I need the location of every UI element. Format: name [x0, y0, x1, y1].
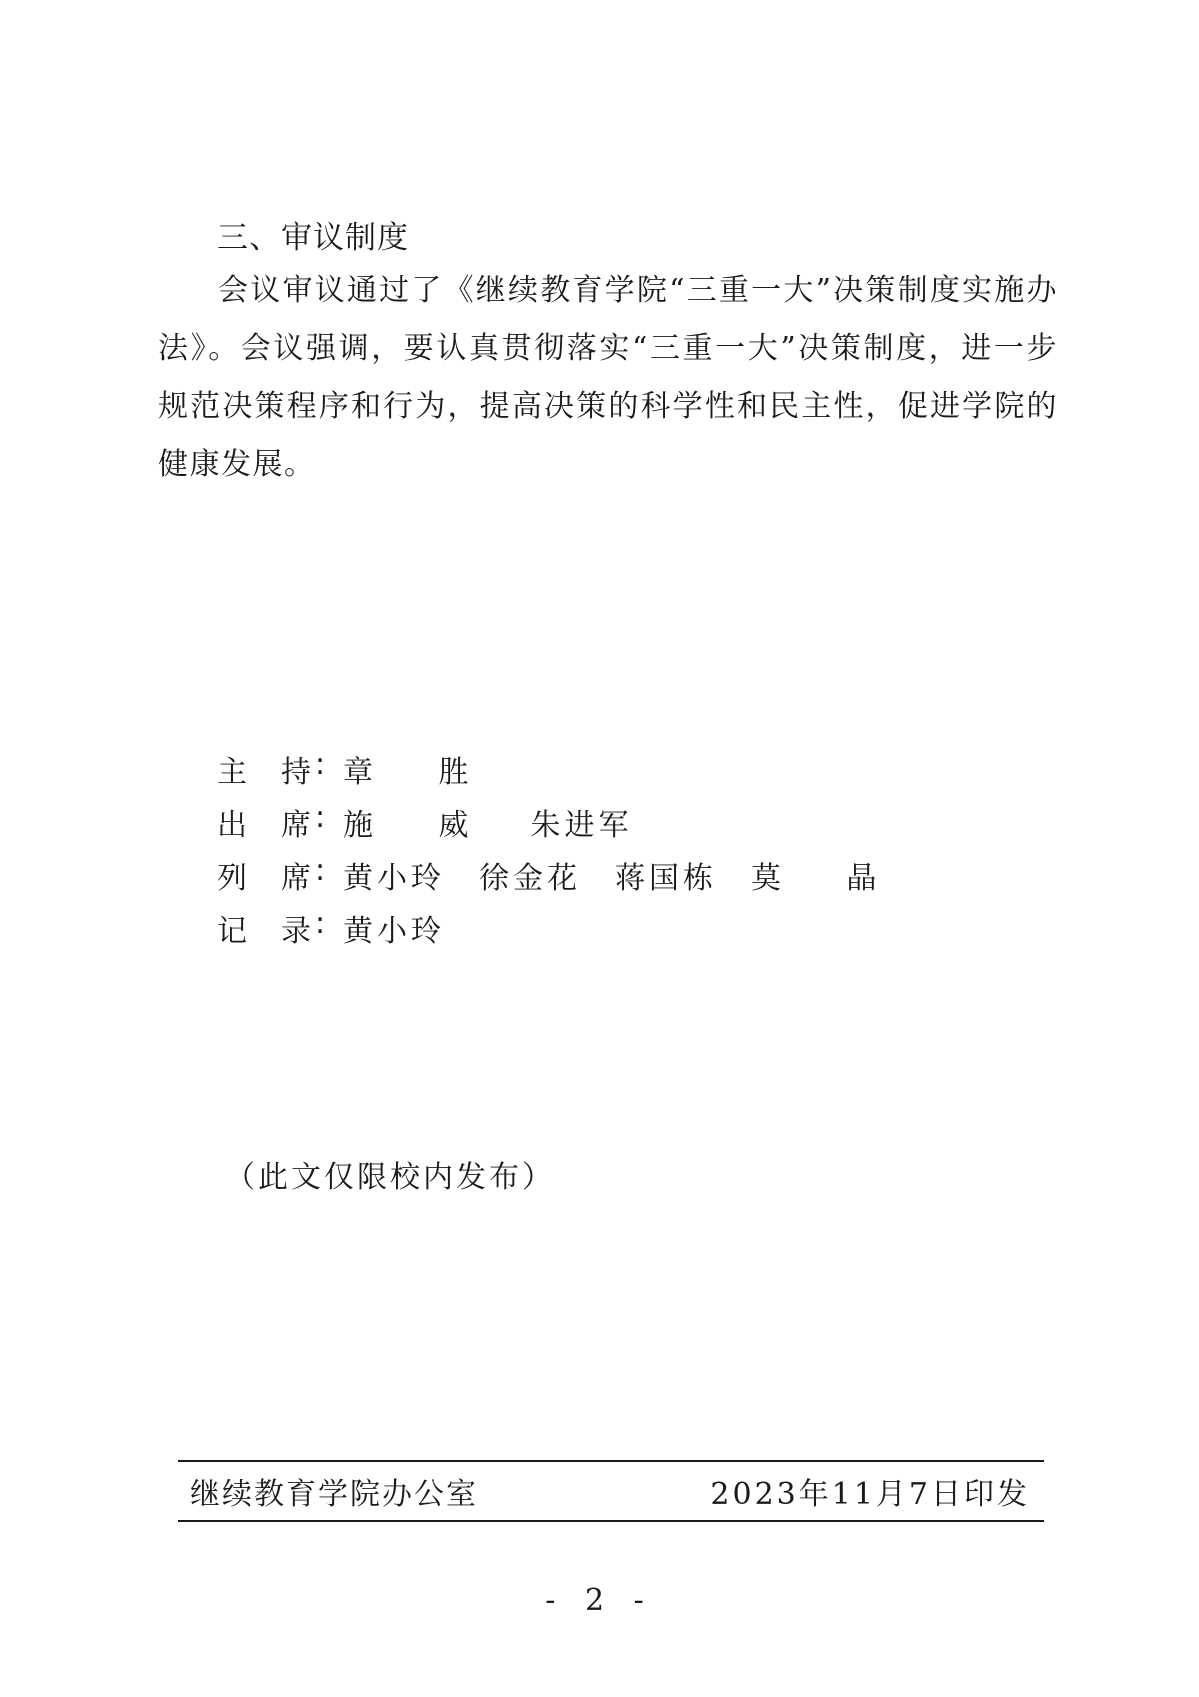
attendee-name: 施 威 — [343, 807, 497, 843]
issue-date: 2023年11月7日印发 — [710, 1477, 1030, 1512]
attendee-name: 徐金花 — [479, 860, 581, 896]
footer-bottom-rule — [178, 1520, 1044, 1522]
issuance-footer — [178, 1462, 1044, 1520]
attendee-name: 莫 晶 — [751, 860, 905, 896]
label-colon: : — [315, 746, 326, 782]
attendee-label — [217, 747, 343, 791]
attendee-row-host — [217, 742, 905, 795]
attendee-name: 蒋国栋 — [615, 860, 717, 896]
label-char: 列 — [217, 860, 247, 896]
attendee-label — [217, 853, 343, 897]
attendee-names — [343, 853, 905, 897]
distribution-notice: （此文仅限校内发布） — [225, 1160, 555, 1195]
attendee-name: 黄小玲 — [343, 913, 445, 949]
label-char: 记 — [217, 913, 247, 949]
attendee-label — [217, 800, 343, 844]
attendee-label — [217, 906, 343, 950]
label-colon: : — [315, 905, 326, 941]
attendee-list — [217, 742, 905, 954]
label-char: 录 — [281, 913, 311, 949]
attendee-names — [343, 906, 445, 950]
issuing-office: 继续教育学院办公室 — [190, 1477, 478, 1512]
attendee-name: 章 胜 — [343, 754, 497, 790]
label-char: 席 — [281, 860, 311, 896]
label-char: 席 — [281, 807, 311, 843]
attendee-names — [343, 800, 633, 844]
attendee-name: 朱进军 — [530, 807, 633, 843]
attendee-row-present — [217, 795, 905, 848]
attendee-row-observers — [217, 848, 905, 901]
attendee-names — [343, 747, 497, 791]
label-colon: : — [315, 799, 326, 835]
label-char: 出 — [217, 807, 247, 843]
label-char: 主 — [217, 754, 247, 790]
page-number: - 2 - — [545, 1583, 654, 1618]
label-colon: : — [315, 852, 326, 888]
attendee-row-recorder — [217, 901, 905, 954]
section-heading: 三、审议制度 — [217, 220, 409, 256]
body-paragraph: 会议审议通过了《继续教育学院“三重一大”决策制度实施办法》。会议强调，要认真贯彻落实“三重一大”决策制度，进一步规范决策程序和行为，提高决策的科学性和民主性，促进学院的健康发展。 — [158, 273, 1058, 482]
label-char: 持 — [281, 754, 311, 790]
attendee-name: 黄小玲 — [343, 860, 445, 896]
